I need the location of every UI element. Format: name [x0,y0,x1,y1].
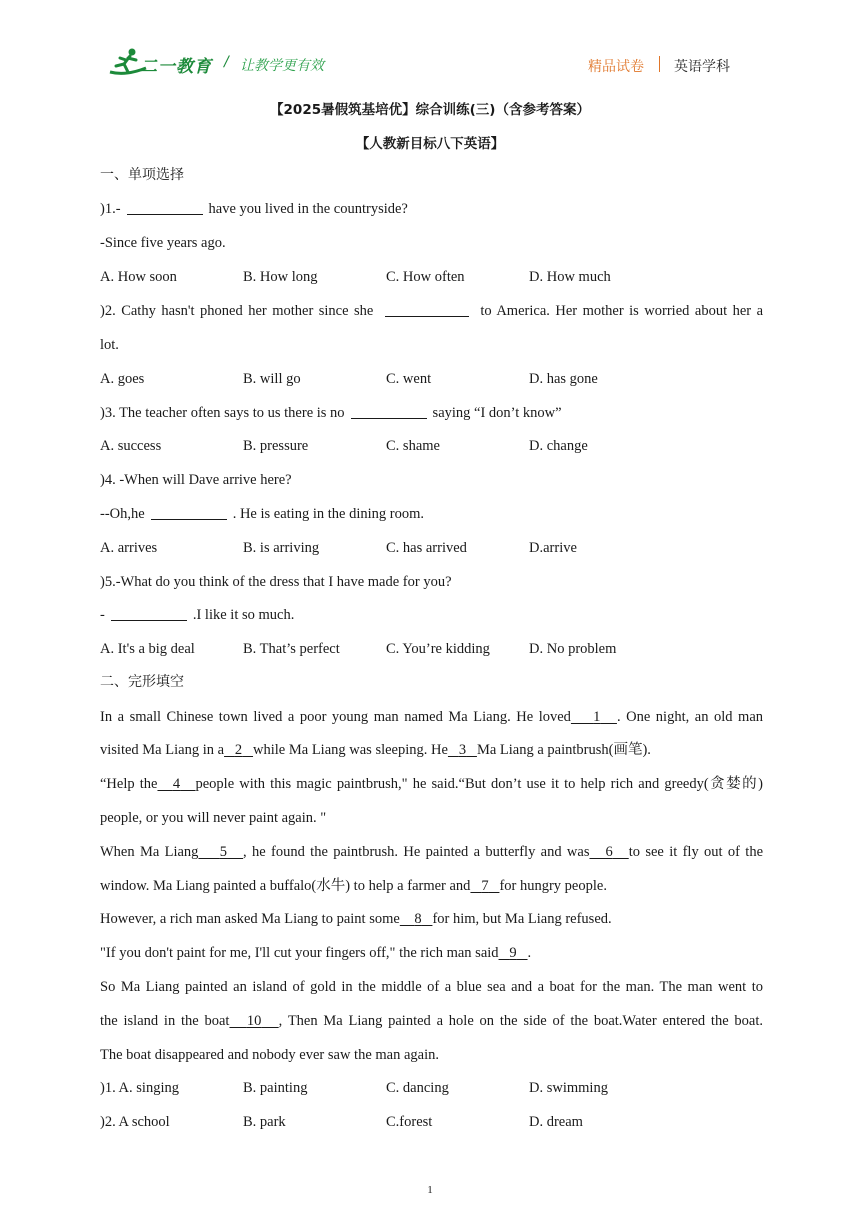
logo-text: 二一教育 [140,57,212,77]
cloze-q1-option-b: B. painting [243,1080,308,1096]
cloze-q1-option-c: C. dancing [386,1080,449,1096]
cloze-q2-option-b: B. park [243,1114,286,1130]
q4-option-d: D.arrive [529,540,577,556]
page-header [0,0,860,96]
question-2-stem-cont: lot. [100,337,119,353]
cloze-q2-option-c: C.forest [386,1114,433,1130]
question-4-stem: )4. -When will Dave arrive here? [100,472,292,488]
header-slogan: 让教学更有效 [240,58,324,74]
passage-line: However, a rich man asked Ma Liang to paint some 8 for him, but Ma Liang refused. [100,911,612,927]
cloze-q2-option-a: )2. A school [100,1114,170,1130]
document-title: 【2025暑假筑基培优】综合训练(三)（含参考答案） [270,102,590,118]
q1-option-b: B. How long [243,269,318,285]
q5-option-d: D. No problem [529,641,617,657]
header-divider: / [224,54,229,70]
q5-option-b: B. That’s perfect [243,641,340,657]
answer-blank [351,404,427,419]
cloze-q1-option-a: )1. A. singing [100,1080,179,1096]
passage-line: When Ma Liang 5 , he found the paintbrush. He painted a butterfly and was 6 to see it fly out of the [100,844,764,860]
passage-line: So Ma Liang painted an island of gold in the middle of a blue sea and a boat for the man. The man went to [100,979,763,995]
q2-option-d: D. has gone [529,371,598,387]
q1-option-d: D. How much [529,269,611,285]
q3-option-c: C. shame [386,438,440,454]
cloze-q2-option-d: D. dream [529,1114,583,1130]
passage-line: the island in the boat 10 , Then Ma Liang painted a hole on the side of the boat.Water entered the boat. [100,1013,764,1029]
question-2-stem: )2. Cathy hasn't phoned her mother since she to America. Her mother is worried about her a [100,303,764,319]
header-tag-paper: 精品试卷 [588,59,644,75]
passage-line: The boat disappeared and nobody ever saw the man again. [100,1047,440,1063]
question-5-reply: - .I like it so much. [100,607,295,623]
question-4-reply: --Oh,he . He is eating in the dining room. [100,506,424,522]
document-subtitle: 【人教新目标八下英语】 [355,136,505,152]
q2-option-b: B. will go [243,371,301,387]
q4-option-a: A. arrives [100,540,158,556]
header-tag-subject: 英语学科 [674,59,730,75]
passage-line: In a small Chinese town lived a poor young man named Ma Liang. He loved 1 . One night, an old man [100,709,764,725]
q5-option-a: A. It's a big deal [100,641,195,657]
q1-option-c: C. How often [386,269,465,285]
answer-blank [151,505,227,520]
section-heading-choice: 一、单项选择 [100,167,184,183]
q3-option-d: D. change [529,438,588,454]
q2-option-a: A. goes [100,371,145,387]
q4-option-c: C. has arrived [386,540,467,556]
q3-option-a: A. success [100,438,162,454]
passage-line: "If you don't paint for me, I'll cut your fingers off," the rich man said 9 . [100,945,532,961]
q1-option-a: A. How soon [100,269,177,285]
question-3-stem: )3. The teacher often says to us there is no saying “I don’t know” [100,405,562,421]
answer-blank [127,200,203,215]
answer-blank [111,606,187,621]
page-number: 1 [427,1184,433,1196]
q5-option-c: C. You’re kidding [386,641,490,657]
question-5-stem: )5.-What do you think of the dress that I have made for you? [100,574,452,590]
header-separator [659,56,660,72]
question-1-reply: -Since five years ago. [100,235,226,251]
cloze-q1-option-d: D. swimming [529,1080,608,1096]
passage-line: “Help the 4 people with this magic paintbrush," he said.“But don’t use it to help rich and greedy(贪婪的) [100,776,763,792]
passage-line: window. Ma Liang painted a buffalo(水牛) to help a farmer and 7 for hungry people. [100,878,607,894]
section-heading-cloze: 二、完形填空 [100,674,184,690]
q4-option-b: B. is arriving [243,540,320,556]
q2-option-c: C. went [386,371,432,387]
passage-line: people, or you will never paint again. " [100,810,327,826]
question-1-stem: )1.- have you lived in the countryside? [100,201,408,217]
passage-line: visited Ma Liang in a 2 while Ma Liang was sleeping. He 3 Ma Liang a paintbrush(画笔). [100,742,651,758]
answer-blank [385,302,469,317]
q3-option-b: B. pressure [243,438,309,454]
